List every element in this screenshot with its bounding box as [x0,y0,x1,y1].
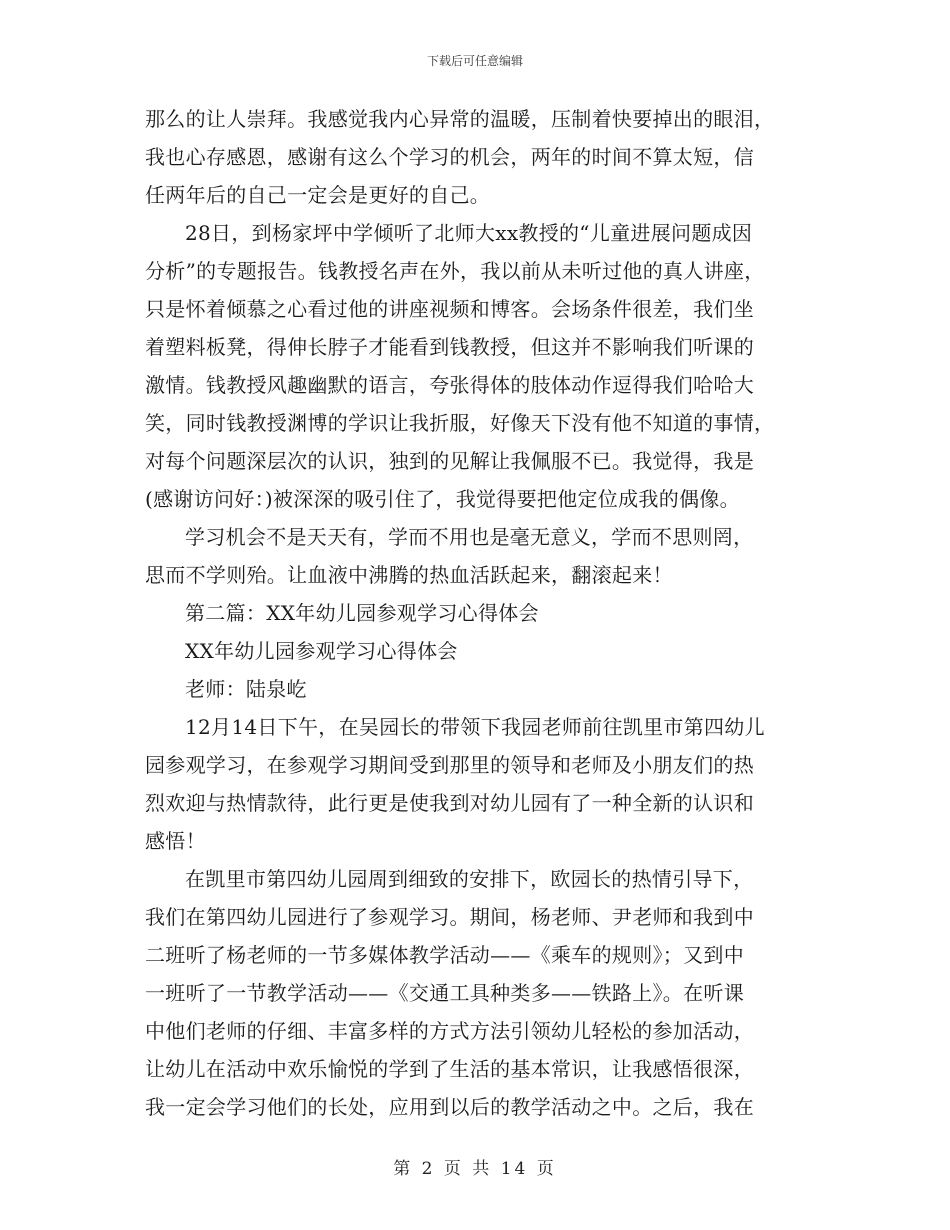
text-line: 感悟！ [145,829,206,853]
paragraph-start: 在凯里市第四幼儿园周到细致的安排下，欧园长的热情引导下， [185,867,754,891]
section-heading: 第二篇：XX年幼儿园参观学习心得体会 [185,601,539,625]
text-line: 我一定会学习他们的长处，应用到以后的教学活动之中。之后，我在 [145,1095,754,1119]
text-line: 一班听了一节教学活动——《交通工具种类多——铁路上》。在听课 [145,981,744,1005]
text-line: 任两年后的自己一定会是更好的自己。 [145,183,491,207]
article-title: XX年幼儿园参观学习心得体会 [185,639,458,663]
page-number: 第 2 页 共 14 页 [393,1159,557,1179]
text-line: 我也心存感恩，感谢有这么个学习的机会，两年的时间不算太短，信 [145,145,754,169]
text-line: 激情。钱教授风趣幽默的语言，夸张得体的肢体动作逗得我们哈哈大 [145,373,754,397]
text-line: 中他们老师的仔细、丰富多样的方式方法引领幼儿轻松的参加活动， [145,1019,754,1043]
text-line: 对每个问题深层次的认识，独到的见解让我佩服不已。我觉得，我是 [145,449,754,473]
paragraph-start: 学习机会不是天天有，学而不用也是毫无意义，学而不思则罔， [185,525,754,549]
header-note: 下载后可任意编辑 [426,54,523,68]
text-line: 着塑料板凳，得伸长脖子才能看到钱教授，但这并不影响我们听课的 [145,335,754,359]
text-line: 园参观学习，在参观学习期间受到那里的领导和老师及小朋友们的热 [145,753,754,777]
text-line: 分析”的专题报告。钱教授名声在外，我以前从未听过他的真人讲座， [145,259,765,283]
paragraph-start: 28日，到杨家坪中学倾听了北师大xx教授的“儿童进展问题成因 [185,221,753,245]
paragraph-start: 12月14日下午，在吴园长的带领下我园老师前往凯里市第四幼儿 [185,715,765,739]
text-line: 那么的让人崇拜。我感觉我内心异常的温暖，压制着快要掉出的眼泪， [145,107,775,131]
text-line: 二班听了杨老师的一节多媒体教学活动——《乘车的规则》；又到中 [145,943,744,967]
text-line: 只是怀着倾慕之心看过他的讲座视频和博客。会场条件很差，我们坐 [145,297,754,321]
text-line: 思而不学则殆。让血液中沸腾的热血活跃起来，翻滚起来！ [145,563,673,587]
body-text [145,100,810,1126]
author-line: 老师：陆泉屹 [185,677,307,701]
text-line: 让幼儿在活动中欢乐愉悦的学到了生活的基本常识，让我感悟很深， [145,1057,754,1081]
text-line: 笑，同时钱教授渊博的学识让我折服，好像天下没有他不知道的事情， [145,411,775,435]
text-line: (感谢访问好：)被深深的吸引住了，我觉得要把他定位成我的偶像。 [145,487,740,511]
text-line: 我们在第四幼儿园进行了参观学习。期间，杨老师、尹老师和我到中 [145,905,754,929]
text-line: 烈欢迎与热情款待，此行更是使我到对幼儿园有了一种全新的认识和 [145,791,754,815]
